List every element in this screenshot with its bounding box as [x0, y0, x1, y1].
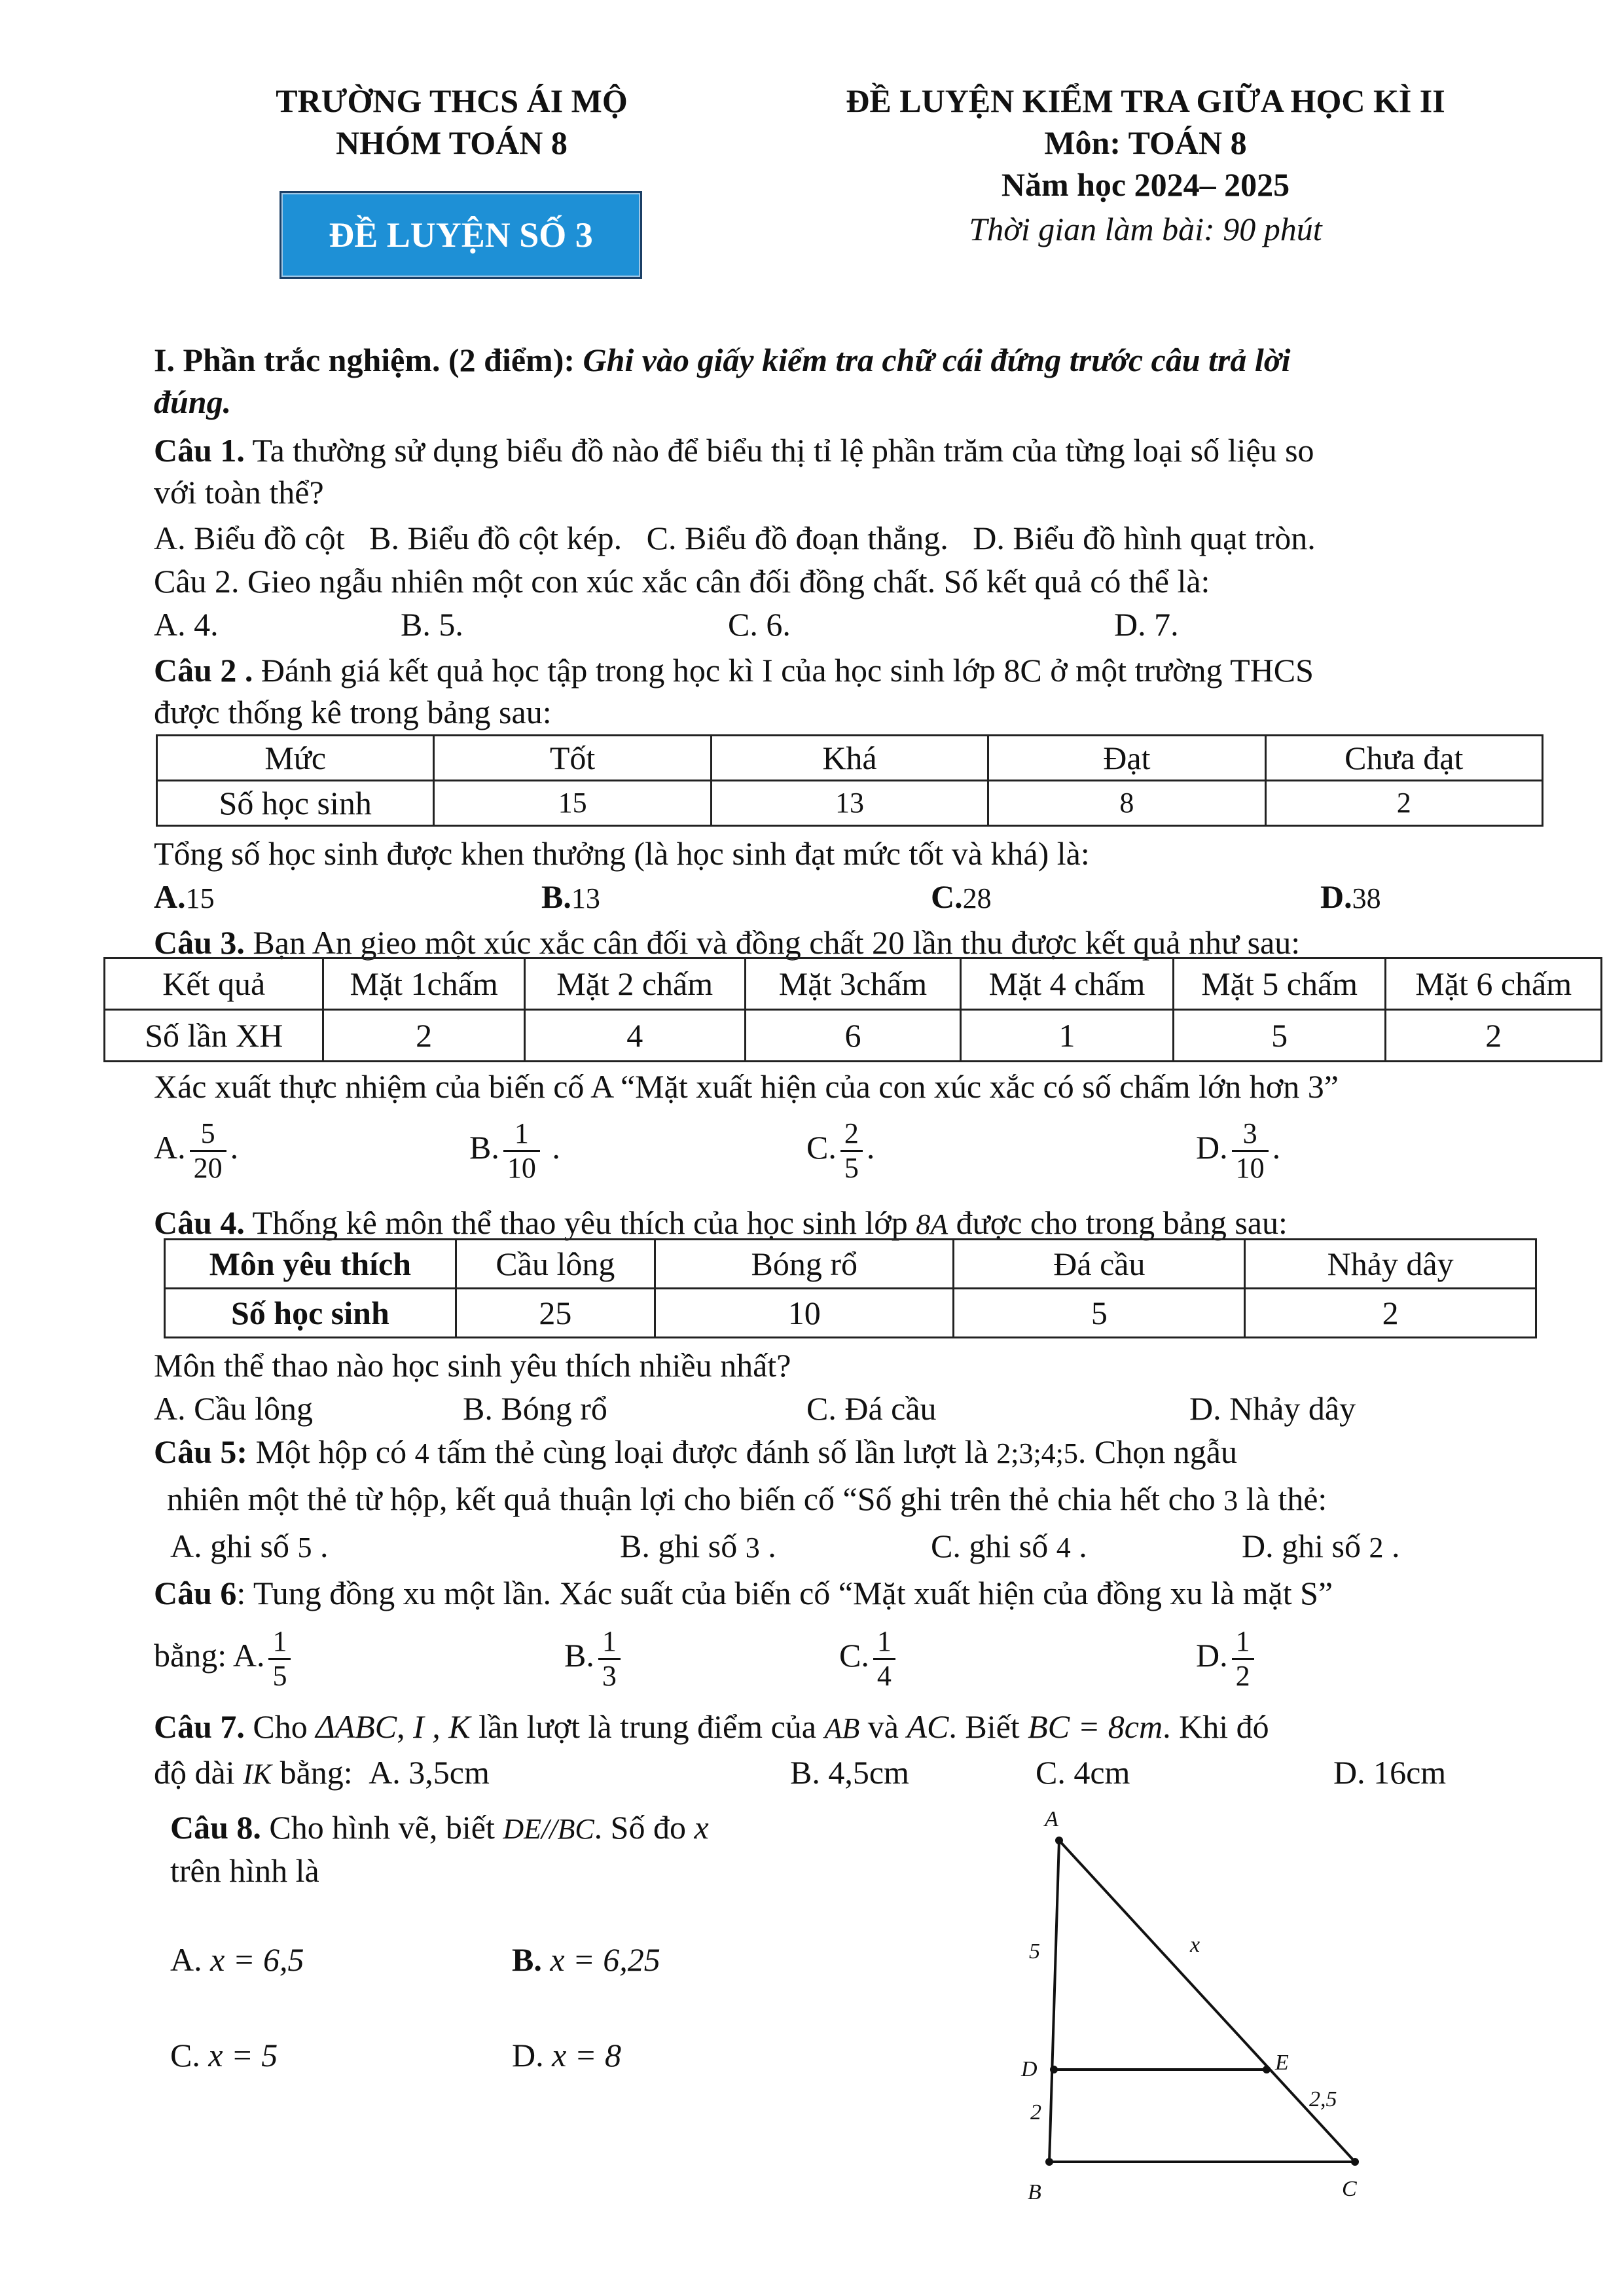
q8-text-2: trên hình là — [170, 1852, 319, 1889]
fraction: $\frac{2}{5}$ — [840, 1117, 863, 1185]
label-e: E — [1275, 2051, 1289, 2075]
q2b-option-d: D.38 — [1320, 878, 1381, 915]
q8-text: Câu 8. Cho hình vẽ, biết DE//BC. Số đo x — [170, 1809, 709, 1846]
school-year: Năm học 2024– 2025 — [1001, 166, 1290, 203]
fraction: $\frac{1}{5}$ — [268, 1625, 291, 1693]
fraction: $\frac{1}{10}$ — [503, 1117, 540, 1185]
q5-option-d: D. ghi số 2 . — [1242, 1528, 1400, 1564]
point-c — [1351, 2158, 1359, 2166]
q5-option-b: B. ghi số 3 . — [620, 1528, 776, 1564]
q8-option-c: C. x = 5 — [170, 2037, 278, 2073]
table-row — [105, 1010, 1602, 1062]
table-row — [157, 781, 1543, 826]
q4-option-a: A. Cầu lông — [154, 1390, 314, 1427]
table-header-cell: Đạt — [988, 736, 1265, 781]
table-header-cell: Bóng rổ — [655, 1240, 954, 1289]
segment-ac — [1059, 1840, 1355, 2162]
table-header-cell: Khá — [711, 736, 988, 781]
q4-option-c: C. Đá cầu — [806, 1390, 937, 1427]
q8-label: Câu 8. — [170, 1809, 261, 1846]
label-d: D — [1021, 2057, 1038, 2081]
table-header-cell: Mặt 1chấm — [323, 958, 524, 1010]
q6-text: Câu 6: Tung đồng xu một lần. Xác suất của biến cố “Mặt xuất hiện của đồng xu là mặt S” — [154, 1575, 1333, 1611]
label-db-length: 2 — [1030, 2100, 1041, 2125]
fraction: $\frac{1}{2}$ — [1232, 1625, 1254, 1693]
q2a-option-a: A. 4. — [154, 606, 219, 643]
table-header-cell: Đá cầu — [954, 1240, 1245, 1289]
q8-option-b: B. x = 6,25 — [512, 1941, 660, 1978]
group-name: NHÓM TOÁN 8 — [336, 124, 568, 161]
table-header-cell: Kết quả — [105, 958, 323, 1010]
q2a-option-c: C. 6. — [728, 606, 791, 643]
table-header-cell: Cầu lông — [456, 1240, 655, 1289]
q2a-option-d: D. 7. — [1114, 606, 1179, 643]
table-row — [157, 736, 1543, 781]
triangle-figure — [982, 1793, 1440, 2212]
table-cell: 25 — [456, 1289, 655, 1338]
q2a-option-b: B. 5. — [401, 606, 463, 643]
q3-label: Câu 3. — [154, 924, 245, 961]
table-cell: 10 — [655, 1289, 954, 1338]
label-ad-length: 5 — [1029, 1939, 1040, 1964]
table-cell: 4 — [524, 1010, 745, 1062]
label-c: C — [1342, 2177, 1357, 2201]
q4-table — [164, 1238, 1537, 1338]
table-header-cell: Mặt 5 chấm — [1173, 958, 1386, 1010]
q6-option-b: B. $\frac{1}{3}$ — [564, 1619, 624, 1693]
exam-subject: Môn: TOÁN 8 — [1044, 124, 1247, 161]
table-cell: 2 — [1245, 1289, 1536, 1338]
exam-badge: ĐỀ LUYỆN SỐ 3 — [280, 191, 642, 279]
point-d — [1050, 2066, 1058, 2073]
q5-label: Câu 5: — [154, 1433, 248, 1470]
label-b: B — [1028, 2180, 1041, 2204]
table-cell: 6 — [745, 1010, 961, 1062]
table-header-cell: Mặt 3chấm — [745, 958, 961, 1010]
label-ae-x: x — [1190, 1933, 1200, 1957]
q3-option-b: B. $\frac{1}{10}$ . — [469, 1117, 560, 1185]
q3-text: Câu 3. Bạn An gieo một xúc xắc cân đối và đồng chất 20 lần thu được kết quả như sau: — [154, 924, 1301, 961]
q2b-label: Câu 2 . — [154, 652, 253, 689]
q7-label: Câu 7. — [154, 1708, 245, 1745]
segment-ab — [1049, 1840, 1059, 2162]
q8-option-a: A. x = 6,5 — [170, 1941, 304, 1978]
point-a — [1055, 1837, 1063, 1844]
fraction: $\frac{1}{4}$ — [873, 1625, 895, 1693]
q4-text: Câu 4. Thống kê môn thể thao yêu thích của học sinh lớp 8A được cho trong bảng sau: — [154, 1204, 1288, 1241]
table-header-cell: Mức — [157, 736, 434, 781]
fraction: $\frac{1}{3}$ — [598, 1625, 621, 1693]
label-a: A — [1045, 1807, 1058, 1831]
q2b-option-c: C.28 — [931, 878, 992, 915]
q3-option-d: D. $\frac{3}{10}$ . — [1196, 1117, 1281, 1185]
point-e — [1263, 2066, 1271, 2073]
section-1-title: I. Phần trắc nghiệm. (2 điểm): — [154, 342, 575, 378]
q5-option-c: C. ghi số 4 . — [931, 1528, 1087, 1564]
q7-text-2: độ dài IK bằng: A. 3,5cm — [154, 1754, 490, 1791]
q3-table — [103, 957, 1602, 1062]
q4-label: Câu 4. — [154, 1204, 245, 1241]
q4-option-d: D. Nhảy dây — [1189, 1390, 1356, 1427]
table-header-cell: Mặt 4 chấm — [961, 958, 1174, 1010]
table-row-label: Số học sinh — [157, 781, 434, 826]
q3-option-c: C. $\frac{2}{5}$ . — [806, 1117, 875, 1185]
q7-option-c: C. 4cm — [1036, 1754, 1130, 1791]
q7-option-d: D. 16cm — [1333, 1754, 1447, 1791]
q4-class: 8A — [916, 1208, 948, 1240]
q2a-text: Câu 2. Gieo ngẫu nhiên một con xúc xắc cân đối đồng chất. Số kết quả có thể là: — [154, 563, 1210, 600]
q1-options: A. Biểu đồ cột B. Biểu đồ cột kép. C. Biểu đồ đoạn thẳng. D. Biểu đồ hình quạt tròn. — [154, 520, 1316, 556]
table-cell: 5 — [954, 1289, 1245, 1338]
q6-option-d: D. $\frac{1}{2}$ — [1196, 1619, 1258, 1693]
q5-text-2: nhiên một thẻ từ hộp, kết quả thuận lợi cho biến cố “Số ghi trên thẻ chia hết cho 3 là thẻ: — [167, 1480, 1327, 1517]
table-cell: 2 — [323, 1010, 524, 1062]
table-header-cell: Mặt 6 chấm — [1386, 958, 1602, 1010]
table-row — [165, 1289, 1536, 1338]
q2b-text: Câu 2 . Đánh giá kết quả học tập trong học kì I của học sinh lớp 8C ở một trường THCS — [154, 652, 1314, 689]
q5-text: Câu 5: Một hộp có 4 tấm thẻ cùng loại được đánh số lần lượt là 2;3;4;5. Chọn ngẫu — [154, 1433, 1237, 1470]
table-row — [165, 1240, 1536, 1289]
table-row — [105, 958, 1602, 1010]
table-header-cell: Nhảy dây — [1245, 1240, 1536, 1289]
table-cell: 1 — [961, 1010, 1174, 1062]
table-cell: 8 — [988, 781, 1265, 826]
fraction: $\frac{3}{10}$ — [1232, 1117, 1269, 1185]
school-name: TRƯỜNG THCS ÁI MỘ — [276, 82, 628, 119]
q6-options: bằng: A. $\frac{1}{5}$ — [154, 1619, 295, 1693]
exam-time: Thời gian làm bài: 90 phút — [969, 211, 1322, 247]
q1-text-2: với toàn thể? — [154, 474, 324, 511]
q8-option-d: D. x = 8 — [512, 2037, 622, 2073]
q2b-question: Tổng số học sinh được khen thưởng (là học sinh đạt mức tốt và khá) là: — [154, 835, 1090, 872]
q2b-option-b: B.13 — [541, 878, 600, 915]
q4-question: Môn thể thao nào học sinh yêu thích nhiều nhất? — [154, 1347, 791, 1384]
table-header-cell: Mặt 2 chấm — [524, 958, 745, 1010]
table-cell: 2 — [1386, 1010, 1602, 1062]
q3-option-a: A. $\frac{5}{20}$ . — [154, 1117, 239, 1185]
fraction: $\frac{5}{20}$ — [190, 1117, 226, 1185]
table-cell: 15 — [434, 781, 711, 826]
table-cell: 13 — [711, 781, 988, 826]
point-b — [1045, 2158, 1053, 2166]
q2b-table — [156, 734, 1543, 827]
table-header-cell: Chưa đạt — [1265, 736, 1542, 781]
table-row-label: Số học sinh — [165, 1289, 456, 1338]
table-header-cell: Môn yêu thích — [165, 1240, 456, 1289]
q5-option-a: A. ghi số 5 . — [170, 1528, 329, 1564]
q3-question: Xác xuất thực nhiệm của biến cố A “Mặt xuất hiện của con xúc xắc có số chấm lớn hơn 3” — [154, 1068, 1339, 1105]
section-1-heading — [154, 339, 1291, 381]
table-header-cell: Tốt — [434, 736, 711, 781]
table-cell: 2 — [1265, 781, 1542, 826]
q7-option-b: B. 4,5cm — [790, 1754, 909, 1791]
table-row-label: Số lần XH — [105, 1010, 323, 1062]
section-1-instruction: Ghi vào giấy kiểm tra chữ cái đứng trước câu trả lời — [583, 342, 1291, 378]
q1-label: Câu 1. — [154, 432, 245, 469]
table-cell: 5 — [1173, 1010, 1386, 1062]
q4-option-b: B. Bóng rổ — [463, 1390, 607, 1427]
section-1-instruction-end: đúng. — [154, 384, 232, 420]
q2b-option-a: A.15 — [154, 878, 215, 915]
exam-title: ĐỀ LUYỆN KIỂM TRA GIỮA HỌC KÌ II — [846, 82, 1445, 119]
q7-text: Câu 7. Cho ΔABC, I , K lần lượt là trung điểm của AB và AC. Biết BC = 8cm. Khi đó — [154, 1708, 1269, 1745]
q1-text: Câu 1. Ta thường sử dụng biểu đồ nào để biểu thị tỉ lệ phần trăm của từng loại số liệu so — [154, 432, 1314, 469]
q6-label: Câu 6 — [154, 1575, 237, 1611]
q2b-text-2: được thống kê trong bảng sau: — [154, 694, 552, 730]
q6-option-c: C. $\frac{1}{4}$ — [839, 1619, 899, 1693]
label-ec-length: 2,5 — [1309, 2087, 1337, 2111]
